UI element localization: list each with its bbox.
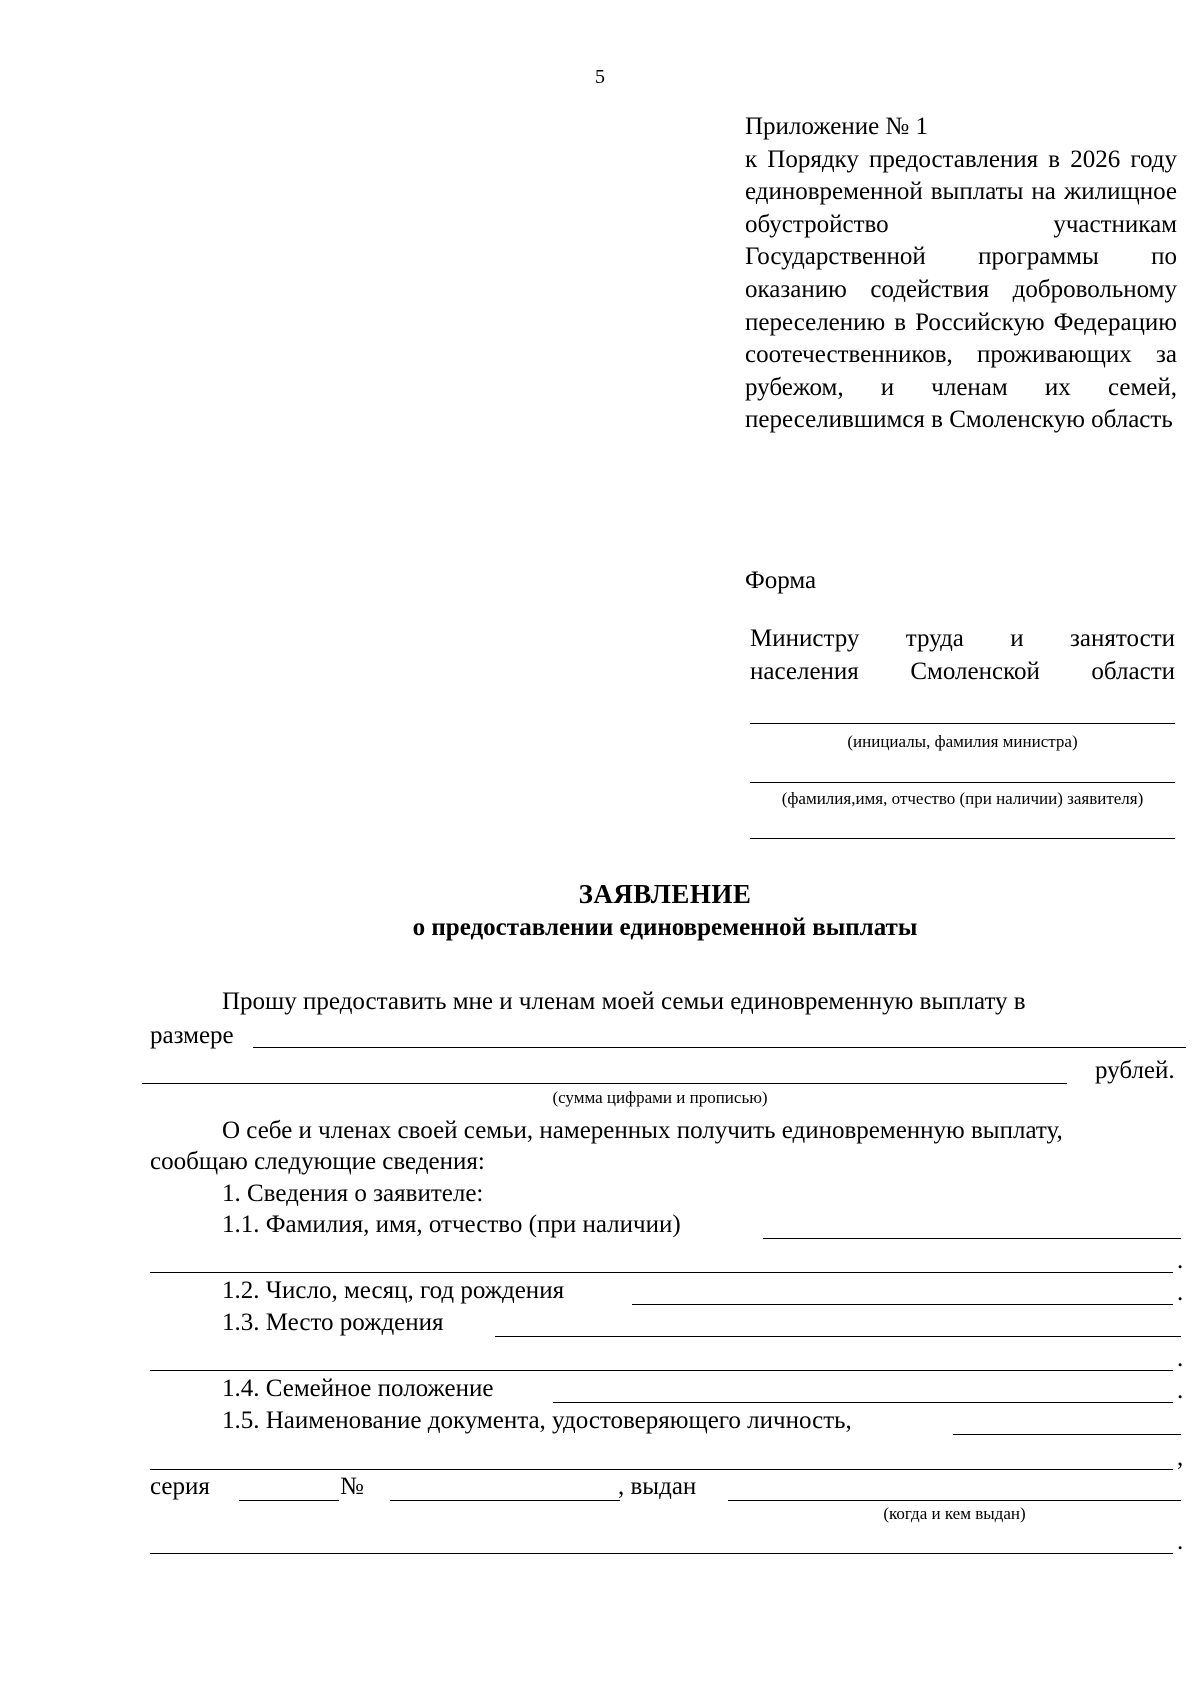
appendix-body: к Порядку предоставления в 2026 году единовременной выплаты на жилищное обустройство участникам Государственной программы по оказанию содействия добровольному переселению в Российскую Федерацию соотечественников, проживающих за рубежом, и членам их семей, переселившимся в Смоленскую область [745, 145, 1177, 434]
issued-field-2[interactable] [150, 1553, 1173, 1554]
number-label: № [340, 1473, 364, 1500]
id-document-field-2[interactable] [150, 1469, 1173, 1470]
page-number: 5 [595, 66, 605, 88]
issued-period: . [1177, 1528, 1184, 1555]
issued-label: , выдан [618, 1473, 697, 1500]
full-name-field-2[interactable] [150, 1272, 1173, 1273]
full-name-period: . [1177, 1247, 1184, 1274]
addressee-line-1: Министру труда и занятости [750, 625, 1175, 652]
addressee-block [750, 623, 1175, 688]
issued-field[interactable] [728, 1500, 1181, 1501]
series-field[interactable] [239, 1500, 339, 1501]
birth-place-field[interactable] [495, 1336, 1181, 1337]
marital-status-label: 1.4. Семейное положение [222, 1375, 494, 1402]
applicant-name-field[interactable] [750, 782, 1175, 783]
id-document-comma: , [1177, 1444, 1184, 1471]
full-name-field[interactable] [763, 1238, 1181, 1239]
series-label: серия [150, 1473, 210, 1500]
currency-label: рублей. [1095, 1057, 1175, 1084]
amount-words-field[interactable] [142, 1083, 1067, 1084]
document-title: ЗАЯВЛЕНИЕ [578, 879, 752, 909]
form-label: Форма [745, 567, 817, 594]
minister-caption: (инициалы, фамилия министра) [847, 732, 1078, 751]
document-subtitle: о предоставлении единовременной выплаты [412, 914, 918, 941]
intro-line-2: сообщаю следующие сведения: [150, 1148, 485, 1175]
id-document-label: 1.5. Наименование документа, удостоверяющего личность, [222, 1407, 852, 1434]
request-size-label: размере [150, 1022, 234, 1049]
amount-field[interactable] [253, 1047, 1186, 1048]
sum-caption: (сумма цифрами и прописью) [552, 1088, 768, 1107]
applicant-caption: (фамилия,имя, отчество (при наличии) заявителя) [781, 789, 1144, 808]
birth-place-label: 1.3. Место рождения [222, 1309, 444, 1336]
issued-caption: (когда и кем выдан) [883, 1504, 1026, 1523]
birth-date-period: . [1177, 1279, 1184, 1306]
birth-place-field-2[interactable] [150, 1370, 1173, 1371]
applicant-name-field-2[interactable] [750, 838, 1175, 839]
full-name-label: 1.1. Фамилия, имя, отчество (при наличии) [222, 1211, 681, 1238]
request-line-1: Прошу предоставить мне и членам моей семьи единовременную выплату в [222, 988, 1026, 1015]
birth-date-field[interactable] [632, 1304, 1173, 1305]
addressee-line-2: населения Смоленской области [750, 657, 1175, 685]
number-field[interactable] [390, 1500, 620, 1501]
appendix-block [745, 111, 1177, 437]
intro-line-1: О себе и членах своей семьи, намеренных получить единовременную выплату, [222, 1117, 1063, 1144]
marital-status-field[interactable] [553, 1402, 1173, 1403]
birth-date-label: 1.2. Число, месяц, год рождения [222, 1277, 565, 1304]
marital-status-period: . [1177, 1377, 1184, 1404]
id-document-field[interactable] [953, 1434, 1181, 1435]
minister-name-field[interactable] [750, 723, 1175, 724]
appendix-title: Приложение № 1 [745, 113, 929, 140]
section-1-heading: 1. Сведения о заявителе: [222, 1180, 484, 1207]
birth-place-period: . [1177, 1345, 1184, 1372]
